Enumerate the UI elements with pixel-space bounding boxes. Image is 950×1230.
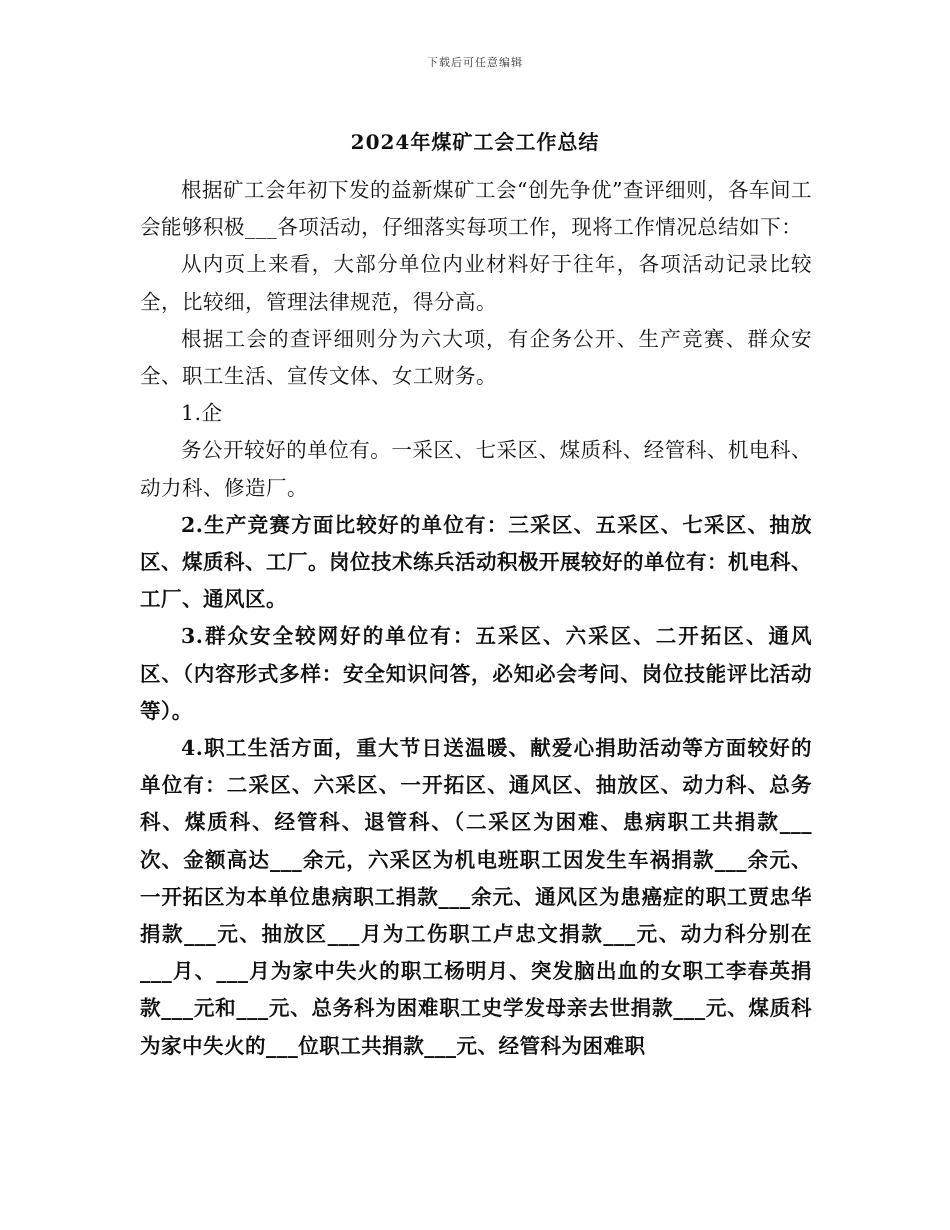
paragraph: 2.生产竞赛方面比较好的单位有：三采区、五采区、七采区、抽放区、煤质科、工厂。岗位技术练兵活动积极开展较好的单位有：机电科、工厂、通风区。 — [140, 512, 812, 612]
paragraph: 4.职工生活方面，重大节日送温暖、献爱心捐助活动等方面较好的单位有：二采区、六采区、一开拓区、通风区、抽放区、动力科、总务科、煤质科、经管科、退管科、（二采区为困难、患病职工共捐款___次、金额高达___余元，六采区为机电班职工因发生车祸捐款___余元、一开拓区为本单位患病职工捐款___余元、通风区为患癌症的职工贾忠华捐款___元、抽放区___月为工伤职工卢忠文捐款___元、动力科分别在___月、___月为家中失火的职工杨明月、突发脑出血的女职工李春英捐款___元和___元、总务科为困难职工史学发母亲去世捐款___元、煤质科为家中失火的___位职工共捐款___元、经管科为困难职 — [140, 736, 812, 1058]
paragraph: 根据工会的查评细则分为六大项，有企务公开、生产竞赛、群众安全、职工生活、宣传文体、女工财务。 — [140, 326, 812, 389]
paragraph: 3.群众安全较网好的单位有：五采区、六采区、二开拓区、通风区、（内容形式多样：安全知识问答，必知必会考问、岗位技能评比活动等）。 — [140, 624, 812, 723]
paragraph: 从内页上来看，大部分单位内业材料好于往年，各项活动记录比较全，比较细，管理法律规范，得分高。 — [140, 252, 812, 314]
header-note: 下载后可任意编辑 — [427, 56, 523, 69]
document-title: 2024年煤矿工会工作总结 — [350, 130, 600, 154]
paragraph: 务公开较好的单位有。一采区、七采区、煤质科、经管科、机电科、动力科、修造厂。 — [140, 438, 812, 500]
paragraph: 1.企 — [181, 401, 223, 426]
document-body — [140, 172, 812, 1065]
paragraph: 根据矿工会年初下发的益新煤矿工会“创先争优”查评细则，各车间工会能够积极___各项活动，仔细落实每项工作，现将工作情况总结如下： — [140, 178, 812, 240]
